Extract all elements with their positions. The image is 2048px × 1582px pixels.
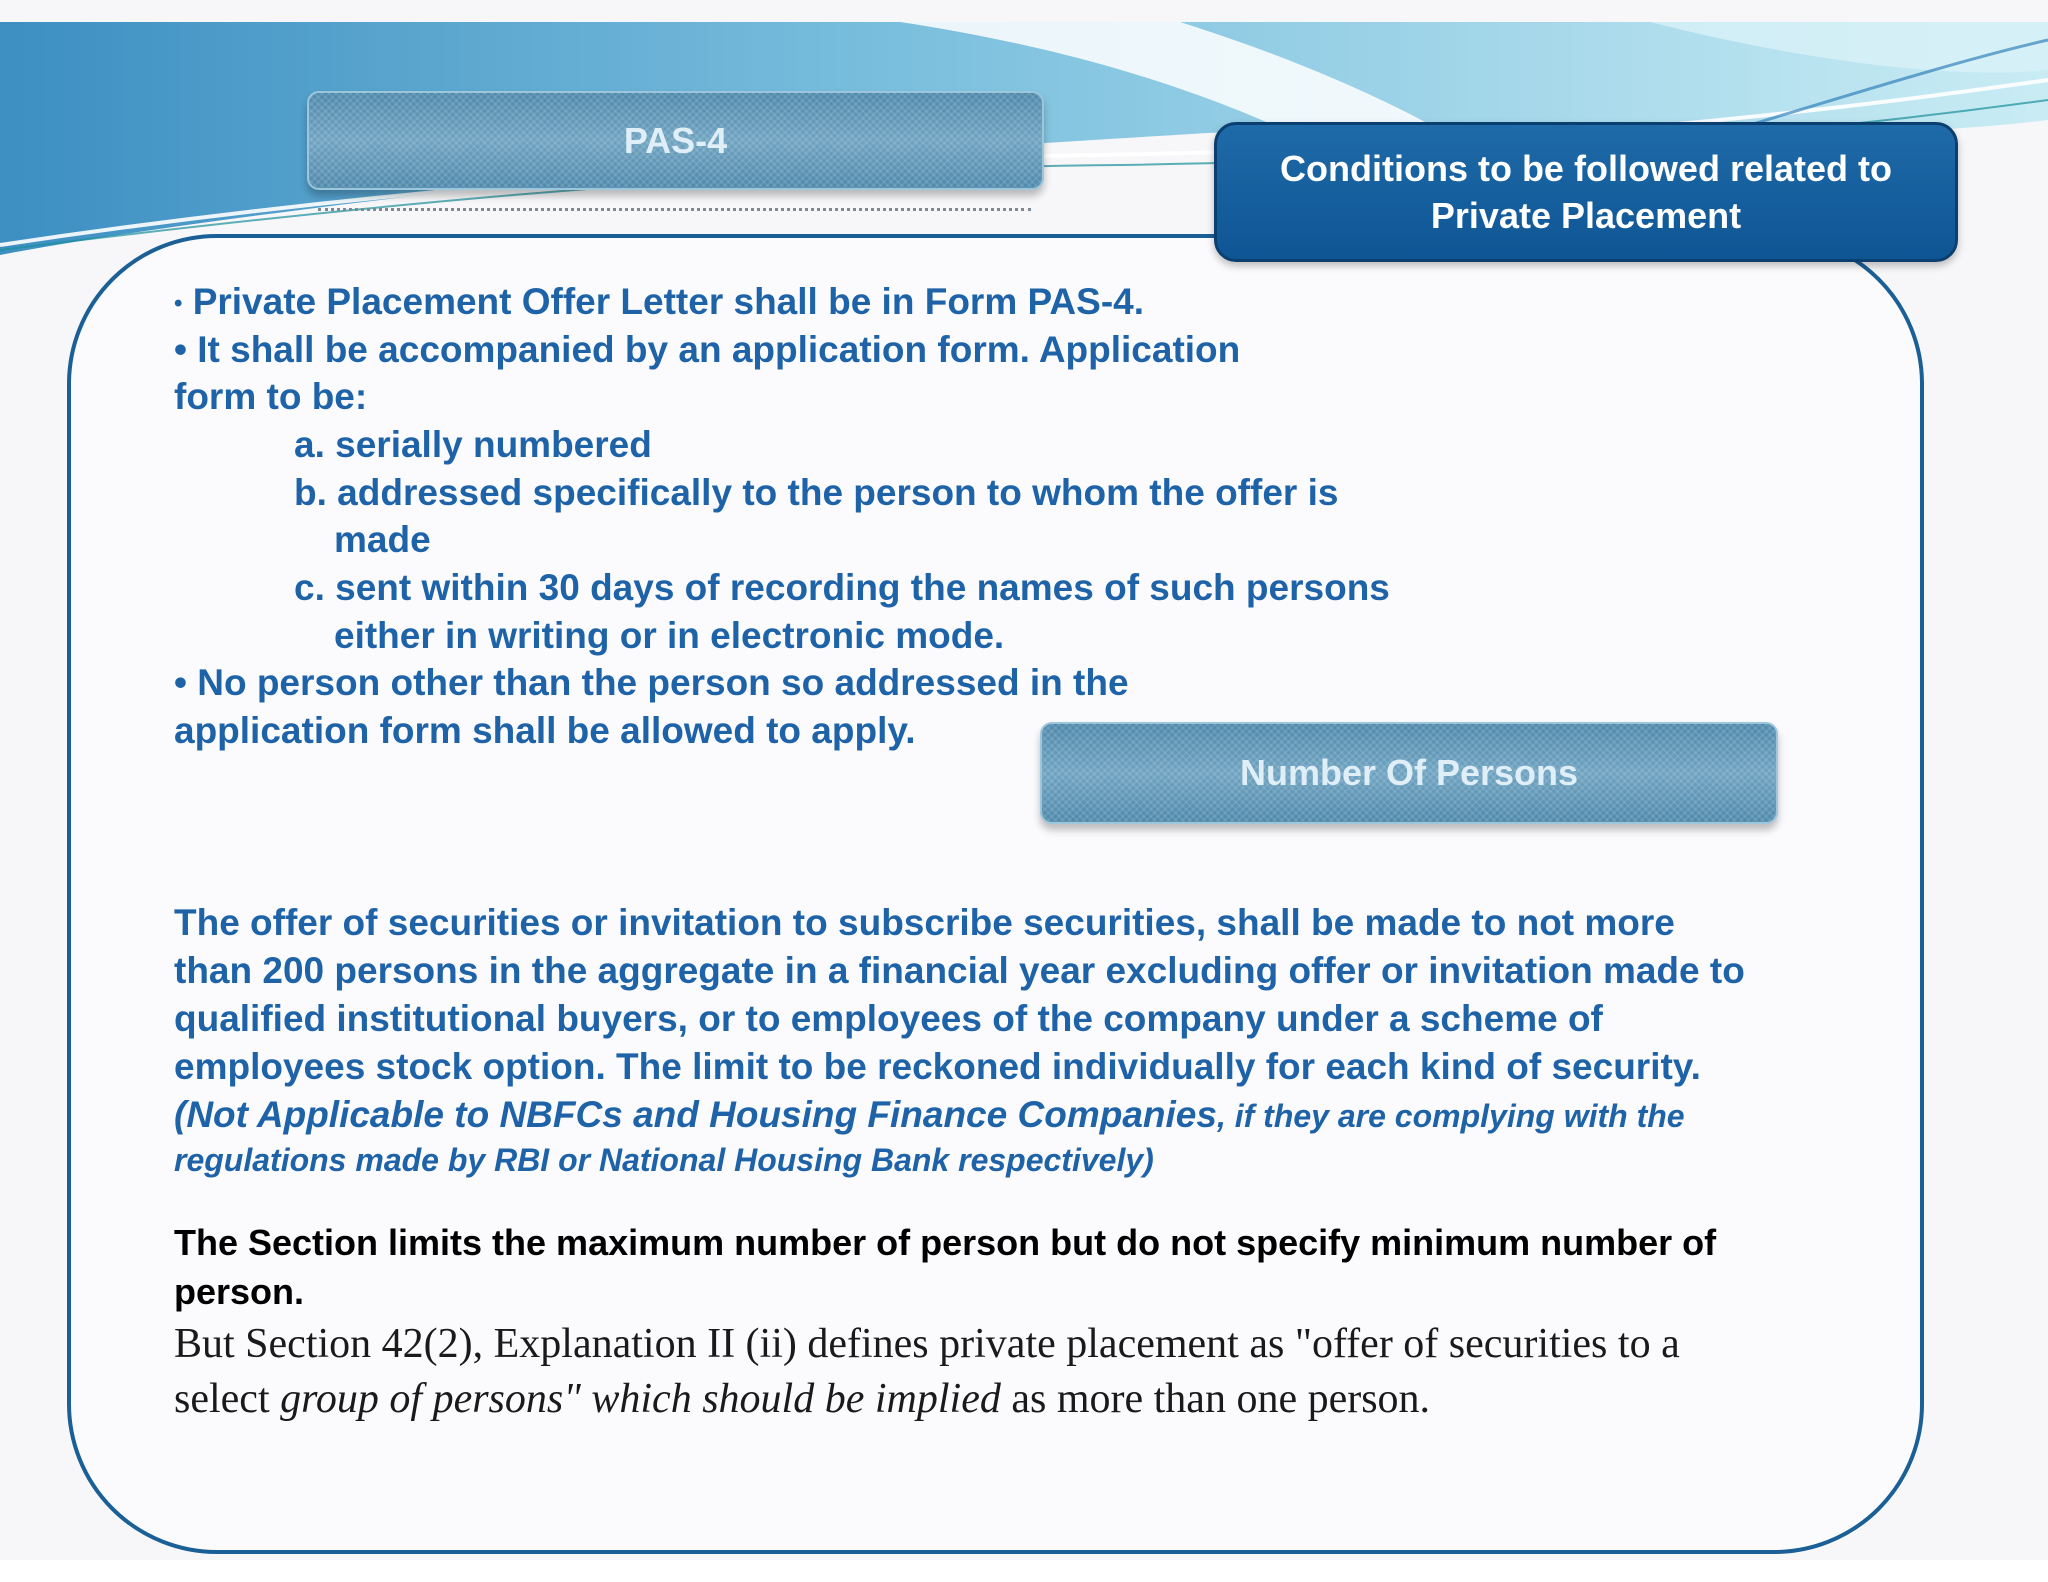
slide-title — [1214, 122, 1958, 262]
exemption-note-line-2: regulations made by RBI or National Housing Bank respectively) — [174, 1142, 1154, 1178]
conclusion-bold-line-1: The Section limits the maximum number of person but do not specify minimum number of — [174, 1222, 1717, 1263]
bullet-1-text: Private Placement Offer Letter shall be in Form PAS-4. — [192, 281, 1145, 322]
item-b-line-1: b. addressed specifically to the person to whom the offer is — [294, 472, 1339, 513]
conclusion-serif-line-2 — [174, 1371, 1430, 1427]
note-open-paren: ( — [174, 1094, 187, 1135]
bullet-3-line-2: application form shall be allowed to apply. — [174, 710, 916, 751]
persons-para-line-4: employees stock option. The limit to be reckoned individually for each kind of security. — [174, 1046, 1701, 1087]
conclusion-bold-line-2: person. — [174, 1271, 305, 1312]
item-c-line-1: c. sent within 30 days of recording the names of such persons — [294, 567, 1390, 608]
bullet-3-line-1: • No person other than the person so addressed in the — [174, 662, 1129, 703]
number-of-persons-label — [1040, 722, 1778, 824]
bullet-2-line-2: form to be: — [174, 376, 368, 417]
bullet-1 — [174, 278, 1144, 328]
item-c-line-2: either in writing or in electronic mode. — [334, 615, 1005, 656]
note-bold-text: Not Applicable to NBFCs and Housing Finance Companies — [186, 1094, 1217, 1135]
serif-line-2-italic: group of persons" which should be implied — [280, 1376, 1001, 1422]
dotted-divider — [318, 208, 1031, 211]
item-b-line-2: made — [334, 519, 431, 560]
serif-line-2-start: select — [174, 1376, 281, 1422]
note-rest-text: , if they are complying with the — [1216, 1098, 1685, 1134]
persons-para-line-3: qualified institutional buyers, or to employees of the company under a scheme of — [174, 998, 1603, 1039]
exemption-note-line-1 — [174, 1091, 1685, 1140]
title-line-1: Conditions to be followed related to — [1280, 148, 1892, 189]
small-bullet-mark: • — [174, 290, 183, 318]
serif-line-2-end: as more than one person. — [1000, 1376, 1431, 1422]
persons-para-line-2: than 200 persons in the aggregate in a financial year excluding offer or invitation made to — [174, 950, 1745, 991]
number-of-persons-text: Number Of Persons — [1239, 752, 1579, 793]
pas-4-label — [307, 91, 1044, 190]
pas-4-text: PAS-4 — [623, 119, 728, 161]
conclusion-serif-line-1: But Section 42(2), Explanation II (ii) defines private placement as "offer of securities to a — [174, 1321, 1680, 1367]
persons-para-line-1: The offer of securities or invitation to subscribe securities, shall be made to not more — [174, 902, 1675, 943]
bullet-2-line-1: • It shall be accompanied by an application form. Application — [174, 329, 1241, 370]
title-line-2: Private Placement — [1430, 195, 1742, 236]
item-a: a. serially numbered — [294, 424, 652, 465]
